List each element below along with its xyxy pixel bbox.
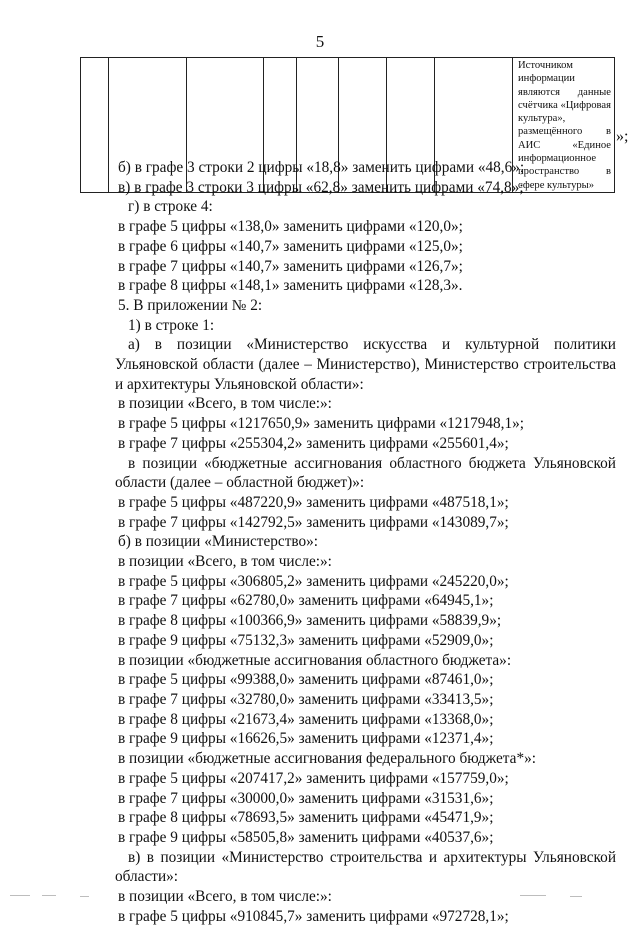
paragraph: в графе 5 цифры «207417,2» заменить цифрами «157759,0»;	[118, 769, 509, 787]
paragraph: в графе 7 цифры «30000,0» заменить цифрами «31531,6»;	[118, 789, 494, 807]
paragraph: в графе 7 цифры «142792,5» заменить цифрами «143089,7»;	[118, 513, 509, 531]
paragraph: а) в позиции «Министерство искусства и культурной политики Ульяновской области (далее – Министерство), Министерство строительства и архитектуры Ульяновской области»:	[115, 336, 616, 393]
paragraph: в позиции «Всего, в том числе:»:	[118, 553, 332, 571]
paragraph: б) в позиции «Министерство»:	[118, 533, 319, 551]
paragraph: в графе 9 цифры «75132,3» заменить цифрами «52909,0»;	[118, 631, 494, 649]
paragraph: в графе 5 цифры «99388,0» заменить цифрами «87461,0»;	[118, 671, 494, 689]
paragraph: в графе 8 цифры «78693,5» заменить цифрами «45471,9»;	[118, 809, 494, 827]
paragraph: в позиции «бюджетные ассигнования областного бюджета Ульяновской области (далее – областной бюджет)»:	[115, 454, 616, 492]
table-row-end: »;	[616, 128, 629, 145]
paragraph: б) в графе 3 строки 2 цифры «18,8» заменить цифрами «48,6»;	[118, 159, 525, 176]
paragraph: в графе 5 цифры «910845,7» заменить цифрами «972728,1»;	[118, 907, 509, 925]
paragraph: в графе 8 цифры «21673,4» заменить цифрами «13368,0»;	[118, 710, 494, 728]
page-number: 5	[315, 32, 325, 51]
paragraph: в графе 7 цифры «62780,0» заменить цифрами «64945,1»;	[118, 592, 494, 610]
paragraph: 1) в строке 1:	[128, 316, 215, 334]
paragraph: в графе 7 цифры «255304,2» заменить цифрами «255601,4»;	[118, 434, 509, 452]
paragraph: в) в графе 3 строки 3 цифры «62,8» заменить цифрами «74,8»;	[118, 178, 524, 196]
paragraph: в графе 8 цифры «100366,9» заменить цифрами «58839,9»;	[118, 612, 502, 630]
amendment-text	[115, 158, 616, 926]
paragraph: в позиции «Всего, в том числе:»:	[118, 395, 332, 413]
paragraph: в графе 9 цифры «58505,8» заменить цифрами «40537,6»;	[118, 828, 494, 846]
scan-artifact	[0, 893, 640, 899]
paragraph: г) в строке 4:	[128, 198, 213, 216]
table-cell	[81, 58, 109, 193]
paragraph: в позиции «бюджетные ассигнования федерального бюджета*»:	[118, 750, 537, 768]
paragraph: в графе 5 цифры «138,0» заменить цифрами «120,0»;	[118, 218, 463, 236]
paragraph: в графе 8 цифры «148,1» заменить цифрами «128,3».	[118, 277, 463, 295]
paragraph: в графе 9 цифры «16626,5» заменить цифрами «12371,4»;	[118, 730, 494, 748]
paragraph: в графе 5 цифры «487220,9» заменить цифрами «487518,1»;	[118, 493, 509, 511]
paragraph: в графе 6 цифры «140,7» заменить цифрами «125,0»;	[118, 237, 463, 255]
paragraph: в графе 5 цифры «1217650,9» заменить цифрами «1217948,1»;	[118, 415, 525, 433]
source-info-cell: Источником информации являются данные счётчика «Цифровая культура», размещённого в АИС «Единое информационное пространство в сфере культуры»	[513, 58, 615, 193]
paragraph: в графе 5 цифры «306805,2» заменить цифрами «245220,0»;	[118, 572, 509, 590]
paragraph: в графе 7 цифры «140,7» заменить цифрами «126,7»;	[118, 257, 463, 275]
paragraph: в позиции «бюджетные ассигнования областного бюджета»:	[118, 651, 512, 669]
paragraph: в позиции «Всего, в том числе:»:	[118, 888, 332, 906]
paragraph: 5. В приложении № 2:	[118, 296, 263, 314]
paragraph: в) в позиции «Министерство строительства и архитектуры Ульяновской области»:	[115, 848, 616, 886]
paragraph: в графе 7 цифры «32780,0» заменить цифрами «33413,5»;	[118, 690, 494, 708]
